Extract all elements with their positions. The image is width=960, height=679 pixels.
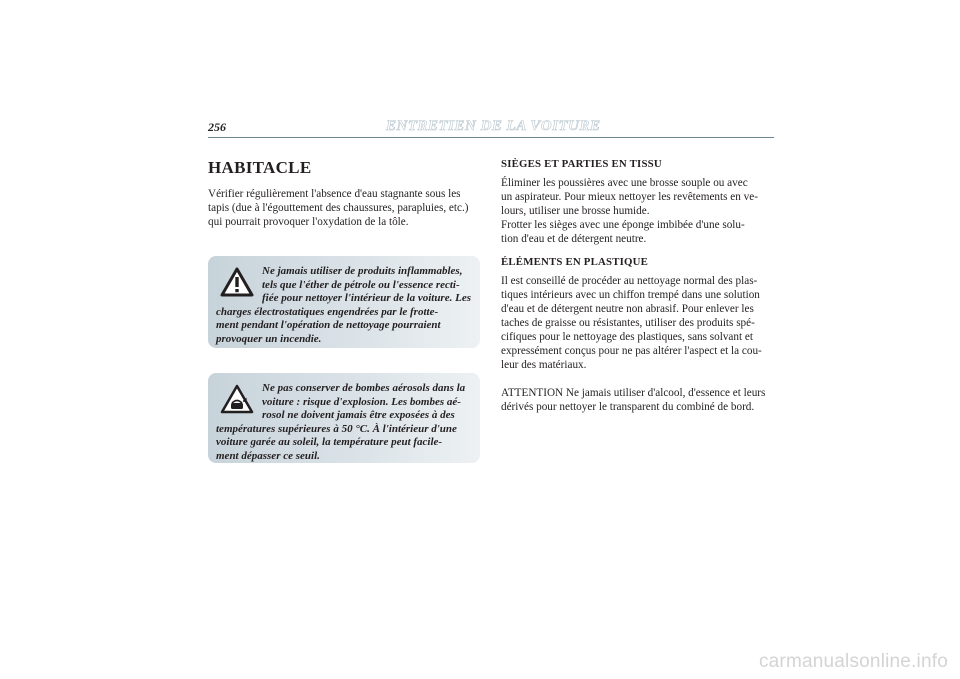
warning-text-flammable: Ne jamais utiliser de produits inflammables, tels que l'éther de pétrole ou l'essence recti- fiée pour nettoyer l'intérieur de la voiture. Les charges électrostatiques engendrées par le frotte- ment pendant l'opération de nettoyage pourraient provoquer un incendie. bbox=[216, 265, 471, 345]
right-column bbox=[501, 158, 773, 414]
attention-text: ATTENTION Ne jamais utiliser d'alcool, d'essence et leurs dérivés pour nettoyer le transparent du combiné de bord. bbox=[501, 387, 766, 413]
aerosol-warning-icon bbox=[220, 384, 254, 414]
habitacle-intro-text: Vérifier régulièrement l'absence d'eau stagnante sous les tapis (due à l'égouttement des chaussures, parapluies, etc.) qui pourrait provoquer l'oxydation de la tôle. bbox=[208, 188, 469, 228]
page-number: 256 bbox=[208, 120, 226, 134]
plastic-section bbox=[501, 256, 773, 372]
watermark: carmanualsonline.info bbox=[758, 651, 948, 672]
running-title: ENTRETIEN DE LA VOITURE bbox=[386, 118, 601, 134]
page-header bbox=[208, 118, 774, 140]
left-column bbox=[208, 158, 480, 229]
warning-text-aerosol: Ne pas conserver de bombes aérosols dans la voiture : risque d'explosion. Les bombes aé- rosol ne doivent jamais être exposées à des températures supérieures à 50 °C. À l'intérieur d'une voiture garée au soleil, la température peut facile- ment dépasser ce seuil. bbox=[216, 382, 466, 462]
plastic-text: Il est conseillé de procéder au nettoyage normal des plas- tiques intérieurs avec un chiffon trempé dans une solution d'eau et de détergent neutre non abrasif. Pour enlever les taches de graisse ou résistantes, utiliser des produits spé- cifiques pour le nettoyage des plastiques, sans solvant et expressément conçus pour ne pas altérer l'aspect et la cou- leur des matériaux. bbox=[501, 275, 762, 371]
warning-triangle-icon bbox=[220, 267, 254, 297]
section-title-plastic: ÉLÉMENTS EN PLASTIQUE bbox=[501, 256, 648, 268]
seats-section bbox=[501, 158, 773, 246]
warning-box-aerosol bbox=[208, 373, 480, 463]
section-title-habitacle: HABITACLE bbox=[208, 158, 312, 177]
warning-box-flammable bbox=[208, 256, 480, 348]
header-rule bbox=[208, 137, 774, 138]
seats-text: Éliminer les poussières avec une brosse souple ou avec un aspirateur. Pour mieux nettoyer les revêtements en ve- lours, utiliser une brosse humide. Frotter les sièges avec une éponge imbibée d'une solu- tion d'eau et de détergent neutre. bbox=[501, 177, 758, 245]
section-title-seats: SIÈGES ET PARTIES EN TISSU bbox=[501, 158, 662, 170]
